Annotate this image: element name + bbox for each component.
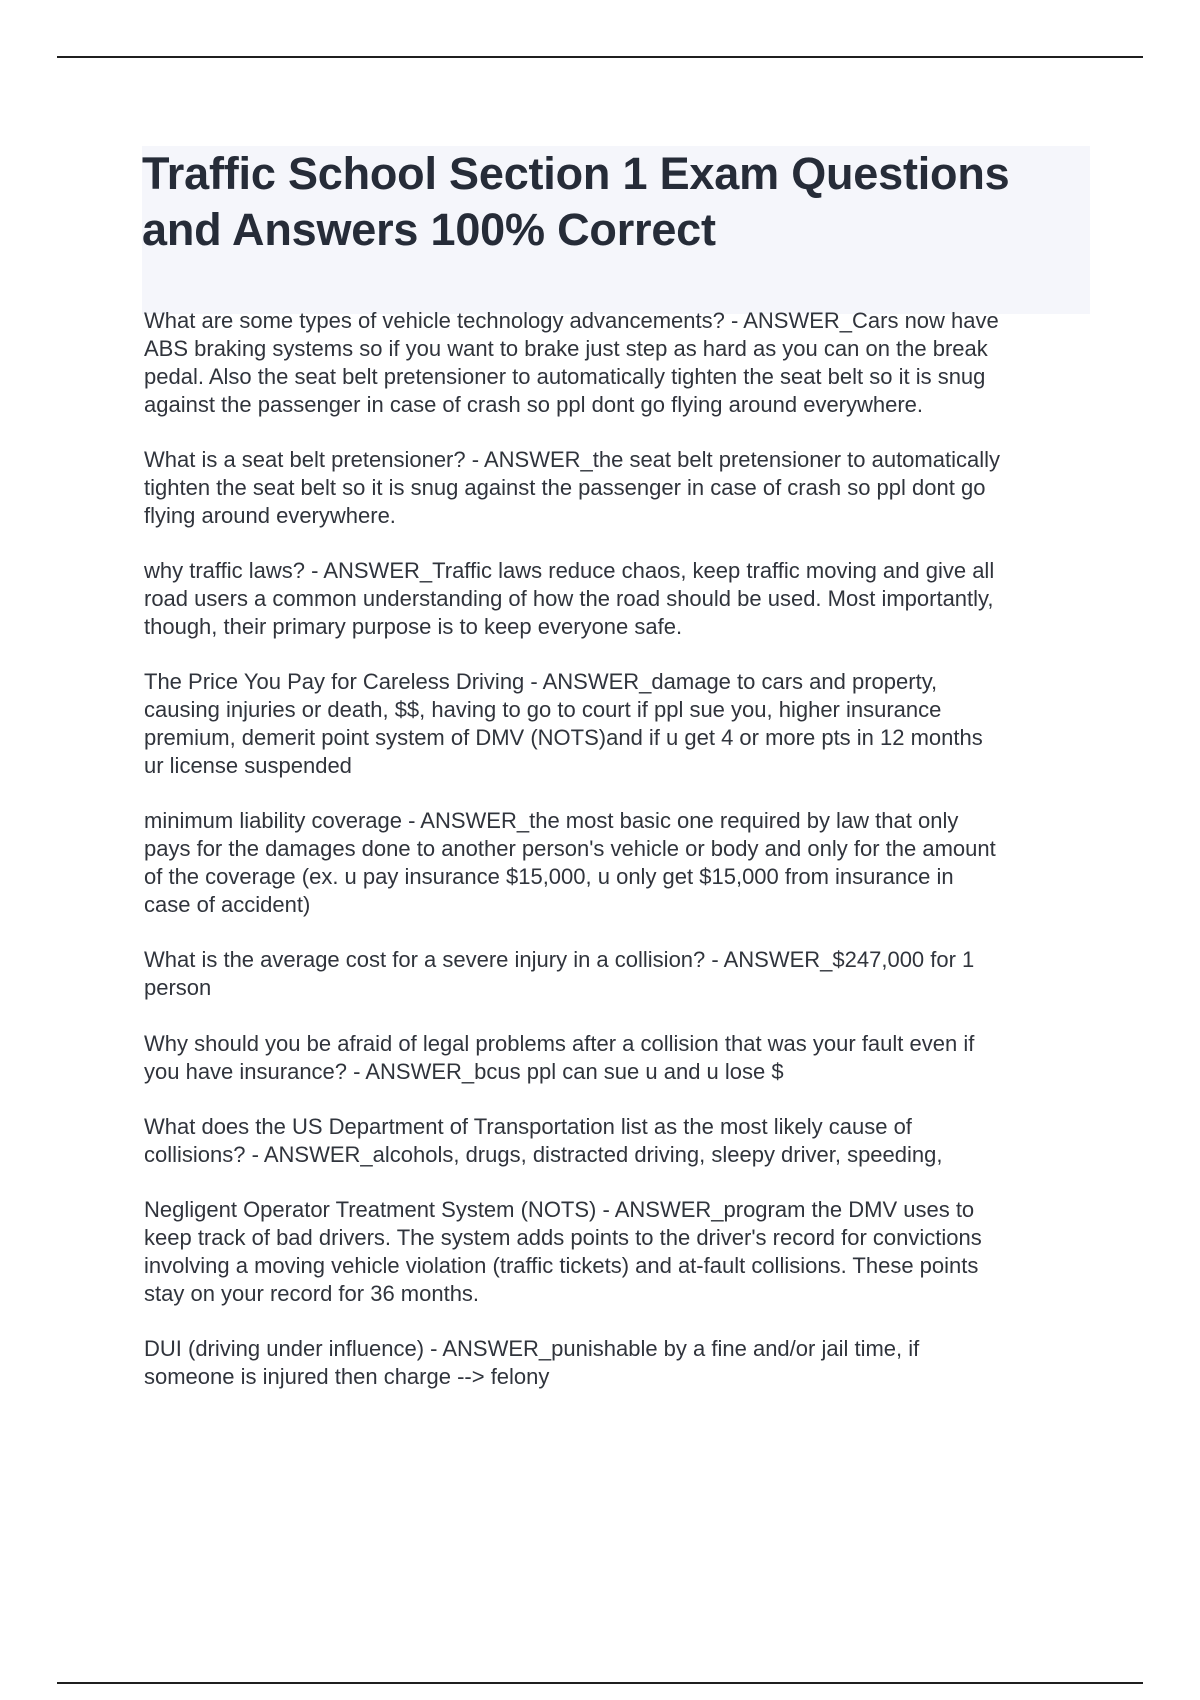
page-title: Traffic School Section 1 Exam Questions and Answers 100% Correct — [142, 148, 1010, 255]
qa-item-4: The Price You Pay for Careless Driving - ANSWER_damage to cars and property, causing injuries or death, $$, having to go to court if ppl sue you, higher insurance premium, demerit point system of DMV (NOTS)and if u get 4 or more pts in 12 months ur license suspended — [144, 669, 983, 778]
qa-item-7: Why should you be afraid of legal problems after a collision that was your fault even if you have insurance? - ANSWER_bcus ppl can sue u and u lose $ — [144, 1031, 975, 1084]
title-block — [142, 146, 1090, 314]
qa-item-9: Negligent Operator Treatment System (NOTS) - ANSWER_program the DMV uses to keep track of bad drivers. The system adds points to the driver's record for convictions involving a moving vehicle violation (traffic tickets) and at-fault collisions. These points stay on your record for 36 months. — [144, 1197, 982, 1306]
qa-item-8: What does the US Department of Transportation list as the most likely cause of collisions? - ANSWER_alcohols, drugs, distracted driving, sleepy driver, speeding, — [144, 1114, 943, 1167]
qa-item-1: What are some types of vehicle technology advancements? - ANSWER_Cars now have ABS braking systems so if you want to brake just step as hard as you can on the break pedal. Also the seat belt pretensioner to automatically tighten the seat belt so it is snug against the passenger in case of crash so ppl dont go flying around everywhere. — [144, 308, 999, 417]
qa-item-3: why traffic laws? - ANSWER_Traffic laws reduce chaos, keep traffic moving and give all road users a common understanding of how the road should be used. Most importantly, though, their primary purpose is to keep everyone safe. — [144, 558, 995, 639]
qa-item-10: DUI (driving under influence) - ANSWER_punishable by a fine and/or jail time, if someone is injured then charge --> felony — [144, 1336, 920, 1389]
qa-item-6: What is the average cost for a severe injury in a collision? - ANSWER_$247,000 for 1 person — [144, 947, 975, 1000]
bottom-rule — [57, 1682, 1143, 1684]
qa-item-2: What is a seat belt pretensioner? - ANSWER_the seat belt pretensioner to automatically tighten the seat belt so it is snug against the passenger in case of crash so ppl dont go flying around everywhere. — [144, 447, 1000, 528]
qa-item-5: minimum liability coverage - ANSWER_the most basic one required by law that only pays for the damages done to another person's vehicle or body and only for the amount of the coverage (ex. u pay insurance $15,000, u only get $15,000 from insurance in case of accident) — [144, 808, 996, 917]
top-rule — [57, 56, 1143, 58]
